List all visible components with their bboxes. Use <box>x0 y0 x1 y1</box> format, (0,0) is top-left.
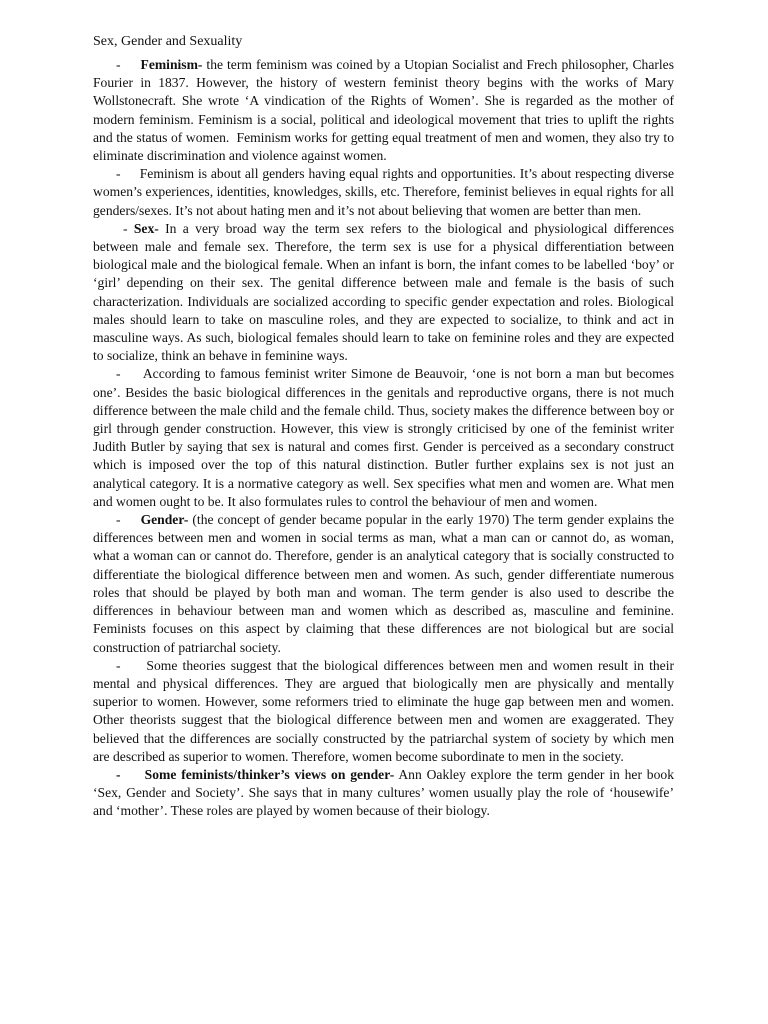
document-title: Sex, Gender and Sexuality <box>93 34 243 49</box>
paragraph-text: (the concept of gender became popular in the early 1970) The term gender explains the differences between men and women in social terms as man, what a man can or cannot do, as woman, what a woman can or cannot do. Therefore, gender is an analytical category that is socially constructed to differentiate the biological difference between men and women. As such, gender differentiate numerous roles that should be played by both man and woman. The term gender is also used to describe the differences in behaviour between man and women which as described as, masculine and feminine. Feminists focuses on this aspect by claiming that these differences are not biological but are social construction of patriarchal society. <box>93 512 674 655</box>
paragraph-sex <box>93 220 674 366</box>
paragraph-feminism <box>93 56 674 165</box>
list-marker: - <box>116 512 121 528</box>
document-page <box>93 33 674 821</box>
paragraph-text: Feminism is about all genders having equal rights and opportunities. It’s about respecting diverse women’s experiences, identities, knowledges, skills, etc. Therefore, feminist believes in equal rights for all genders/sexes. It’s not about hating men and it’s not about believing that women are better than men. <box>93 166 674 218</box>
paragraph-text: the term feminism was coined by a Utopian Socialist and Frech philosopher, Charles Fourier in 1837. However, the history of western feminist theory begins with the works of Mary Wollstonecraft. She wrote ‘A vindication of the Rights of Women’. She is regarded as the mother of modern feminism. Feminism is a social, political and ideological movement that tries to uplift the rights and the status of women. Feminism works for getting equal treatment of men and women, they also try to eliminate discrimination and violence against women. <box>93 57 674 164</box>
paragraph-feminism-equal-rights <box>93 165 674 220</box>
paragraph-text: In a very broad way the term sex refers to the biological and physiological differences between male and female sex. Therefore, the term sex is use for a physical differentiation between biological male and the biological female. When an infant is born, the infant comes to be labelled ‘boy’ or ‘girl’ depending on their sex. The genital difference between male and female is the basis of such characterization. Individuals are socialized according to specific gender expectation and roles. Biological males should learn to take on masculine roles, and they are expected to socialize, to think and act in masculine ways. As such, biological females should learn to take on feminine roles and they are expected to socialize, think an behave in feminine ways. <box>93 220 674 364</box>
paragraph-beauvoir <box>93 365 674 511</box>
term-sex: Sex- <box>133 220 159 236</box>
paragraph-text: According to famous feminist writer Simone de Beauvoir, ‘one is not born a man but becomes one’. Besides the basic biological differences in the genitals and reproductive organs, there is not much difference between the male child and the female child. Thus, society makes the difference between boy or girl through gender construction. However, this view is strongly criticised by one of the feminist writer Judith Butler by saying that sex is natural and comes first. Gender is perceived as a secondary construct which is imposed over the top of this natural distinction. Butler further explains sex is not just an analytical category. It is a normative category as well. Sex specifies what men and women are. What men and women ought to be. It also formulates rules to control the behaviour of men and women. <box>93 366 674 509</box>
list-marker: - <box>116 657 121 673</box>
list-marker: - <box>116 166 121 182</box>
paragraph-feminist-views <box>93 766 674 821</box>
list-marker: - <box>116 57 121 72</box>
list-marker: - <box>116 766 121 782</box>
list-marker: - <box>116 366 121 382</box>
paragraph-text: Some theories suggest that the biological differences between men and women result in their mental and physical differences. They are argued that biologically men are physically and mentally superior to women. However, some reformers tried to eliminate the huge gap between men and women. Other theorists suggest that the biological difference between men and women are exaggerated. They believed that the differences are socially constructed by the patriarchal system of society by which men are described as superior to women. Therefore, women become subordinate to men in the society. <box>93 657 674 764</box>
list-marker: - <box>123 220 128 236</box>
paragraph-gender <box>93 511 674 657</box>
term-feminist-views: Some feminists/thinker’s views on gender- <box>144 766 395 782</box>
term-feminism: Feminism- <box>140 57 203 72</box>
paragraph-text: Ann Oakley explore the term gender in her book ‘Sex, Gender and Society’. She says that in many cultures’ women usually play the role of ‘housewife’ and ‘mother’. These roles are played by women because of their biology. <box>93 766 674 819</box>
term-gender: Gender- <box>140 512 189 528</box>
paragraph-theories <box>93 657 674 766</box>
